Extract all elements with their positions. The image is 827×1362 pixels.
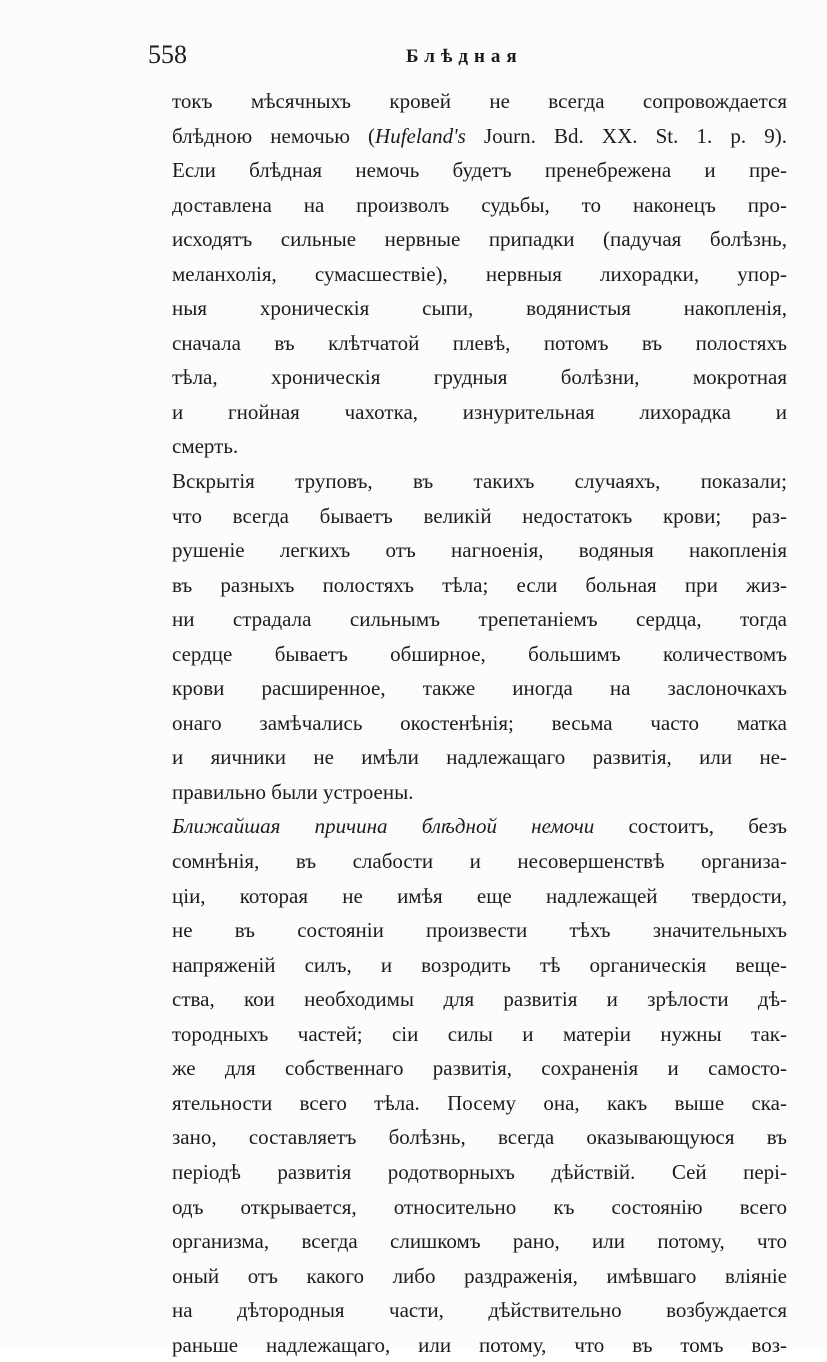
text-line: сердце бываетъ обширное, большимъ количествомъ — [172, 641, 787, 666]
text-line: ства, кои необходимы для развитія и зрѣлости дѣ- — [172, 987, 787, 1012]
text-line: и яичники не имѣли надлежащаго развитія, или не- — [172, 745, 787, 770]
text-line: сначала въ клѣтчатой плевѣ, потомъ въ полостяхъ — [172, 330, 787, 355]
text-line: онаго замѣчались окостенѣнія; весьма часто матка — [172, 710, 787, 735]
text-line: на дѣтородныя части, дѣйствительно возбуждается — [172, 1298, 787, 1323]
text-line: раньше надлежащаго, или потому, что въ томъ воз- — [172, 1332, 787, 1357]
text-line: ни страдала сильнымъ трепетаніемъ сердца, тогда — [172, 607, 787, 632]
text-line: Вскрытія труповъ, въ такихъ случаяхъ, показали; — [172, 469, 787, 494]
text-line: и гнойная чахотка, изнурительная лихорадка и — [172, 399, 787, 424]
text-line: сомнѣнія, въ слабости и несовершенствѣ организа- — [172, 849, 787, 874]
text-line: Если блѣдная немочь будетъ пренебрежена и пре- — [172, 158, 787, 183]
text-line: токъ мѣсячныхъ кровей не всегда сопровождается — [172, 89, 787, 113]
text-line: рушеніе легкихъ отъ нагноенія, водяныя накопленія — [172, 538, 787, 563]
text-line: меланхолія, сумасшествіе), нервныя лихорадки, упор- — [172, 261, 787, 286]
text-line: не въ состояніи произвести тѣхъ значительныхъ — [172, 918, 787, 943]
page-number: 558 — [148, 40, 187, 69]
text-line: доставлена на произволъ судьбы, то наконецъ про- — [172, 192, 787, 217]
text-fragment: блѣдною немочью ( — [172, 123, 376, 148]
text-line — [172, 809, 787, 844]
text-line: смерть. — [172, 434, 239, 459]
text-line: въ разныхъ полостяхъ тѣла; если больная при жиз- — [172, 572, 787, 597]
text-fragment: состоитъ, безъ — [594, 814, 787, 839]
text-line: тородныхъ частей; сіи силы и матеріи нужны так- — [172, 1021, 787, 1046]
text-line: правильно были устроены. — [172, 779, 414, 804]
text-line: организма, всегда слишкомъ рано, или потому, что — [172, 1229, 787, 1254]
text-line: что всегда бываетъ великій недостатокъ крови; раз- — [172, 503, 787, 528]
text-fragment: Hufeland's — [375, 123, 466, 148]
text-line — [172, 119, 787, 154]
text-line: же для собственнаго развитія, сохраненія и самосто- — [172, 1056, 787, 1081]
text-line: ятельности всего тѣла. Посему она, какъ выше ска- — [172, 1090, 787, 1115]
text-line: крови расширенное, также иногда на заслоночкахъ — [172, 676, 787, 701]
text-fragment: Journ. Bd. XX. St. 1. p. 9). — [465, 123, 787, 148]
text-line: исходятъ сильные нервные припадки (падучая болѣзнь, — [172, 227, 787, 252]
text-line: напряженій силъ, и возродить тѣ органическія веще- — [172, 952, 787, 977]
text-line: ныя хроническія сыпи, водянистыя накопленія, — [172, 296, 787, 321]
page-header — [148, 40, 788, 80]
text-line: ціи, которая не имѣя еще надлежащей твердости, — [172, 883, 787, 908]
text-line: одъ открывается, относительно къ состоянію всего — [172, 1194, 787, 1219]
body-text — [172, 84, 787, 1362]
text-fragment: Ближайшая причина блѣдной немочи — [172, 814, 595, 839]
text-line: зано, составляетъ болѣзнь, всегда оказывающуюся въ — [172, 1125, 787, 1150]
text-line: оный отъ какого либо раздраженія, имѣвшаго вліяніе — [172, 1263, 787, 1288]
text-line: тѣла, хроническія грудныя болѣзни, мокротная — [172, 365, 787, 390]
running-title: Блѣдная — [406, 46, 523, 67]
text-line: періодѣ развитія родотворныхъ дѣйствій. Сей пері- — [172, 1159, 787, 1184]
